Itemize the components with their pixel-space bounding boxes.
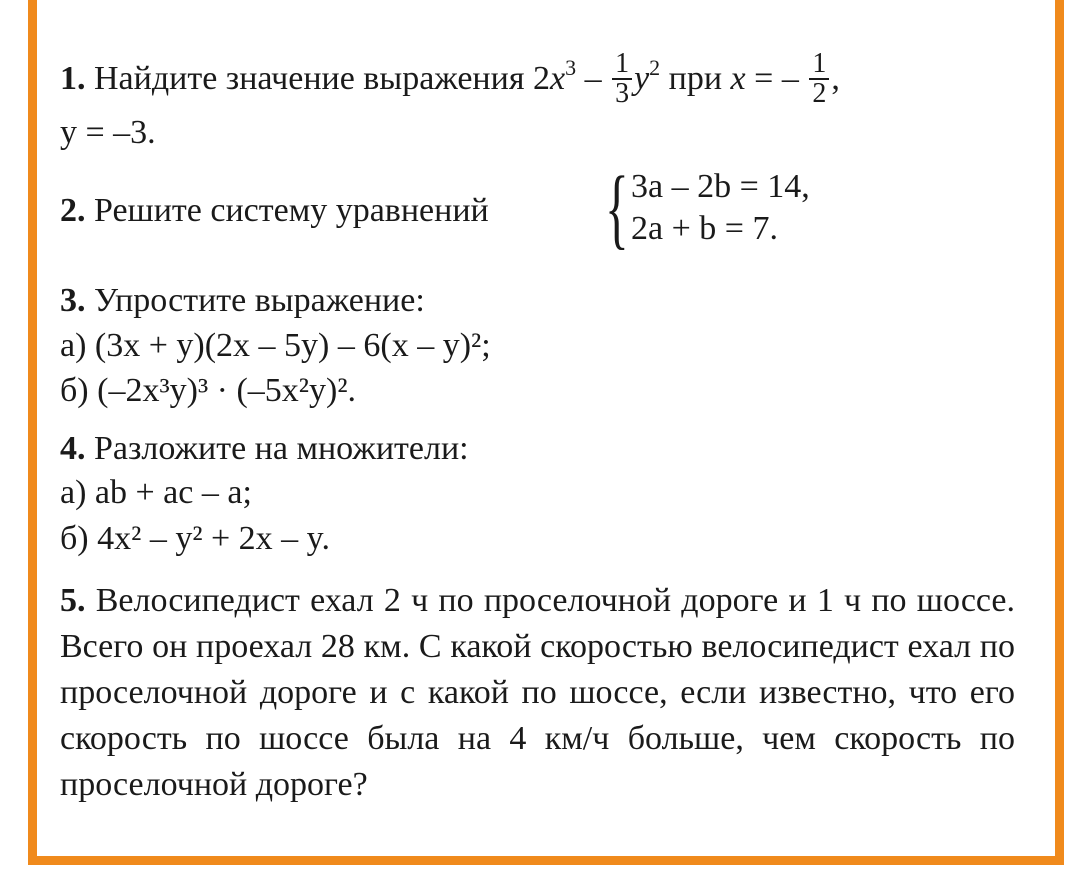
fraction-one-third: $\frac{1}{3}$ <box>612 50 632 108</box>
task-1: 1. Найдите значение выражения $2x^3$ – $\frac{1}{3}$ $y^2$ при x = – $\frac{1}{2}$ , <box>60 48 840 109</box>
task-1-text: Найдите значение выражения <box>94 59 525 97</box>
task-1-line-2: y = –3. <box>60 114 156 151</box>
equation-system <box>605 159 810 258</box>
task-4-text: Разложите на множители: <box>94 430 469 467</box>
task-2 <box>60 190 489 232</box>
task-3-a: а) (3x + y)(2x – 5y) – 6(x – y)²; <box>60 327 491 364</box>
task-2-text: Решите систему уравнений <box>94 192 489 229</box>
fraction-one-half: $\frac{1}{2}$ <box>809 50 829 108</box>
task-5-number: 5. <box>60 582 86 619</box>
task-1-x: x <box>730 59 746 97</box>
task-3-number: 3. <box>60 282 86 319</box>
task-3 <box>60 280 425 322</box>
task-4-b: б) 4x² – y² + 2x – y. <box>60 520 330 557</box>
task-5-text: Велосипедист ехал 2 ч по проселочной дороге и 1 ч по шоссе. Всего он проехал 28 км. С какой скоростью велосипедист ехал по проселочной дороге и с какой по шоссе, если известно, что его скорость по шоссе была на 4 км/ч больше, чем скорость по проселочной дороге? <box>60 582 1016 803</box>
task-3-b: б) (–2x³y)³ · (–5x²y)². <box>60 372 357 409</box>
task-2-number: 2. <box>60 192 86 229</box>
system-brace: { <box>605 159 629 258</box>
task-1-when: при <box>668 59 723 97</box>
task-3-text: Упростите выражение: <box>94 282 425 319</box>
task-1-expression: $2x^3$ – $\frac{1}{3}$ $y^2$ <box>532 48 661 109</box>
system-eq-1: 3a – 2b = 14, <box>631 168 810 205</box>
task-4-number: 4. <box>60 430 86 467</box>
system-eq-2: 2a + b = 7. <box>631 210 778 247</box>
task-4 <box>60 428 469 470</box>
task-4-a: а) ab + ac – a; <box>60 474 252 511</box>
task-1-number: 1. <box>60 59 86 97</box>
task-1-eq: = – <box>754 59 799 97</box>
task-5 <box>60 578 1015 808</box>
